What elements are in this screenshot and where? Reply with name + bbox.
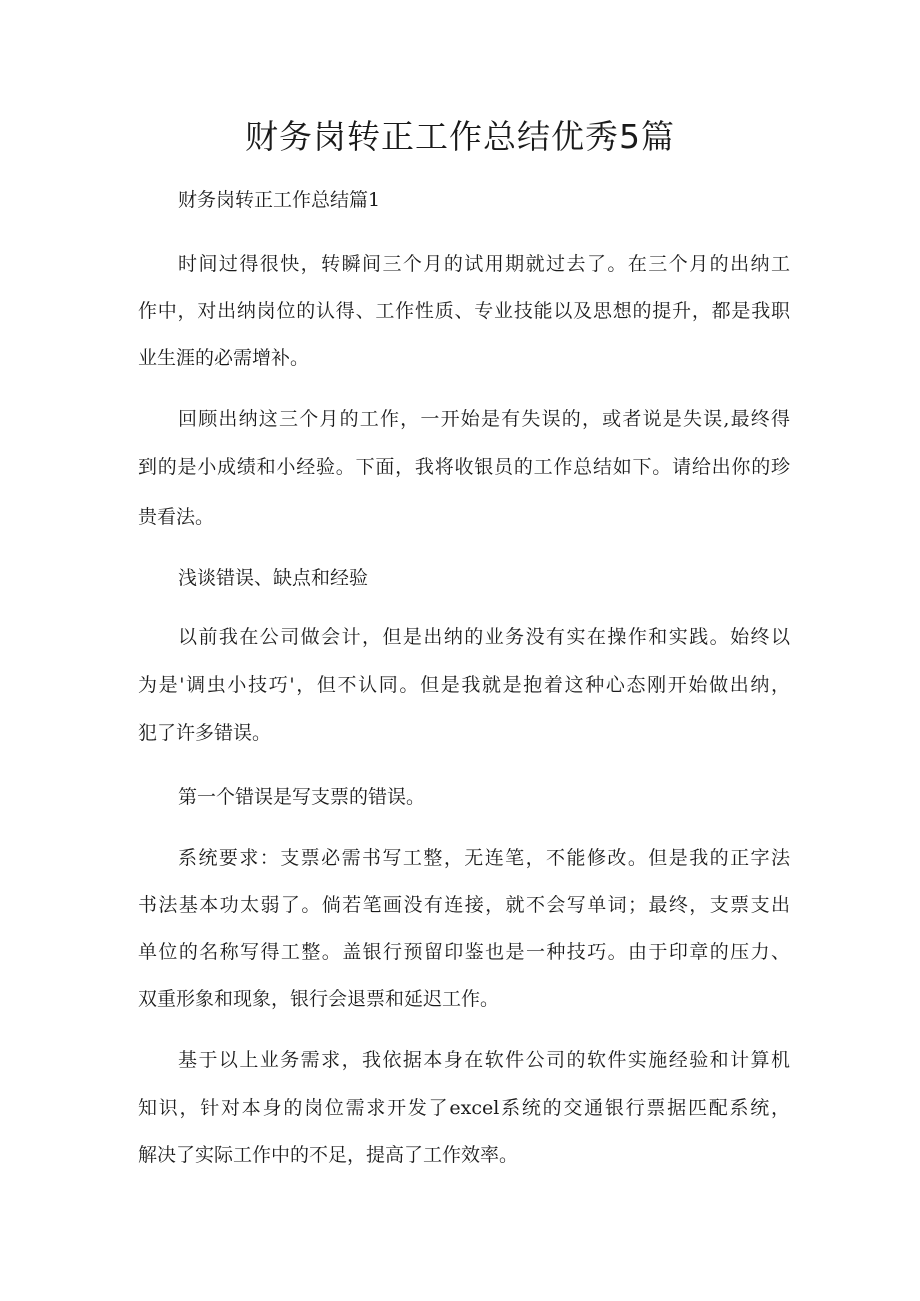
paragraph-line: 知识，针对本身的岗位需求开发了excel系统的交通银行票据匹配系统，: [138, 1097, 790, 1119]
paragraph-line: 书法基本功太弱了。倘若笔画没有连接，就不会写单词；最终，支票支出: [138, 894, 790, 916]
paragraph-line: 贵看法。: [138, 506, 215, 528]
paragraph-line: 基于以上业务需求，我依据本身在软件公司的软件实施经验和计算机: [178, 1049, 790, 1071]
paragraph-line: 作中，对出纳岗位的认得、工作性质、专业技能以及思想的提升，都是我职: [138, 300, 790, 322]
paragraph-line: 单位的名称写得工整。盖银行预留印鉴也是一种技巧。由于印章的压力、: [138, 941, 790, 963]
paragraph-line: 回顾出纳这三个月的工作，一开始是有失误的，或者说是失误,最终得: [178, 408, 790, 430]
paragraph-line: 为是'调虫小技巧'，但不认同。但是我就是抱着这种心态刚开始做出纳，: [138, 674, 790, 696]
paragraph-line: 解决了实际工作中的不足，提高了工作效率。: [138, 1144, 519, 1166]
paragraph-line: 犯了许多错误。: [138, 722, 272, 744]
paragraph-line: 到的是小成绩和小经验。下面，我将收银员的工作总结如下。请给出你的珍: [138, 456, 790, 478]
paragraph-line: 以前我在公司做会计，但是出纳的业务没有实在操作和实践。始终以: [178, 626, 790, 648]
paragraph-line: 系统要求：支票必需书写工整，无连笔，不能修改。但是我的正字法: [178, 847, 790, 869]
paragraph-line: 业生涯的必需增补。: [138, 347, 310, 369]
document-title: 财务岗转正工作总结优秀5篇: [245, 117, 675, 156]
subheading: 浅谈错误、缺点和经验: [178, 567, 369, 589]
paragraph-line: 双重形象和现象，银行会退票和延迟工作。: [138, 988, 500, 1010]
paragraph-line: 时间过得很快，转瞬间三个月的试用期就过去了。在三个月的出纳工: [178, 253, 790, 275]
section-heading: 财务岗转正工作总结篇1: [178, 189, 381, 211]
paragraph-line: 第一个错误是写支票的错误。: [178, 786, 426, 808]
